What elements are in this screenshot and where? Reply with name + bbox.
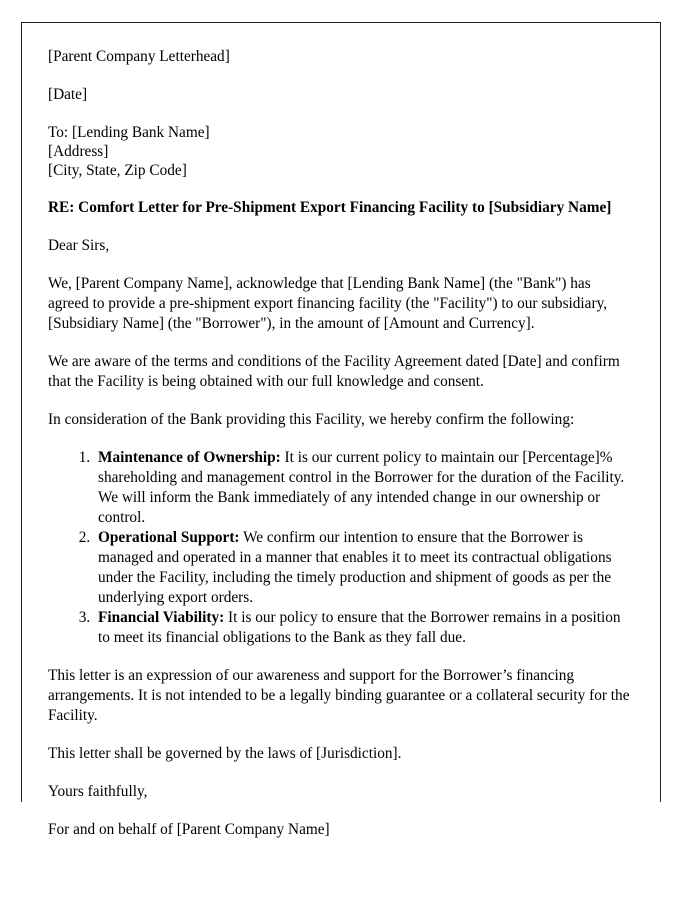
salutation: Dear Sirs, bbox=[48, 237, 110, 254]
recipient-address-line: [Address] bbox=[48, 143, 109, 160]
commitment-heading: Operational Support: bbox=[98, 529, 240, 546]
commitment-heading: Financial Viability: bbox=[98, 609, 225, 626]
subject-line: RE: Comfort Letter for Pre-Shipment Export Financing Facility to [Subsidiary Name] bbox=[48, 199, 612, 216]
commitment-text: We confirm our intention to ensure that the Borrower is managed and operated in a manner that enables it to meet its contractual obligations under the Facility, including the timely production and shipment of goods as per the underlying export orders. bbox=[98, 529, 612, 606]
paragraph-consideration: In consideration of the Bank providing this Facility, we hereby confirm the following: bbox=[48, 411, 575, 428]
paragraph-awareness: We are aware of the terms and conditions of the Facility Agreement dated [Date] and confirm that the Facility is being obtained with our full knowledge and consent. bbox=[48, 353, 620, 390]
letterhead-placeholder: [Parent Company Letterhead] bbox=[48, 48, 230, 65]
letter-content bbox=[48, 47, 634, 840]
recipient-address-block bbox=[48, 123, 634, 180]
letter-page bbox=[21, 22, 661, 838]
date-placeholder: [Date] bbox=[48, 86, 88, 103]
list-item bbox=[94, 528, 634, 608]
paragraph-governing-law: This letter shall be governed by the laws of [Jurisdiction]. bbox=[48, 745, 402, 762]
valediction: Yours faithfully, bbox=[48, 783, 148, 800]
paragraph-acknowledgement: We, [Parent Company Name], acknowledge that [Lending Bank Name] (the "Bank") has agreed to provide a pre-shipment export financing facility (the "Facility") to our subsidiary, [Subsidiary Name] (the "Borrower"), in the amount of [Amount and Currency]. bbox=[48, 275, 608, 332]
recipient-city-state-zip: [City, State, Zip Code] bbox=[48, 162, 187, 179]
commitment-heading: Maintenance of Ownership: bbox=[98, 449, 281, 466]
list-item bbox=[94, 448, 634, 528]
recipient-to-line: To: [Lending Bank Name] bbox=[48, 124, 210, 141]
paragraph-non-binding: This letter is an expression of our awareness and support for the Borrower’s financing arrangements. It is not intended to be a legally binding guarantee or a collateral security for the Facility. bbox=[48, 667, 630, 724]
commitment-text: It is our policy to ensure that the Borrower remains in a position to meet its financial obligations to the Bank as they fall due. bbox=[98, 609, 621, 646]
commitments-list bbox=[48, 448, 634, 648]
list-item bbox=[94, 608, 634, 648]
commitment-text: It is our current policy to maintain our [Percentage]% shareholding and management control in the Borrower for the duration of the Facility. We will inform the Bank immediately of any intended change in our ownership or control. bbox=[98, 449, 625, 526]
signature-block: For and on behalf of [Parent Company Name] bbox=[48, 821, 330, 838]
